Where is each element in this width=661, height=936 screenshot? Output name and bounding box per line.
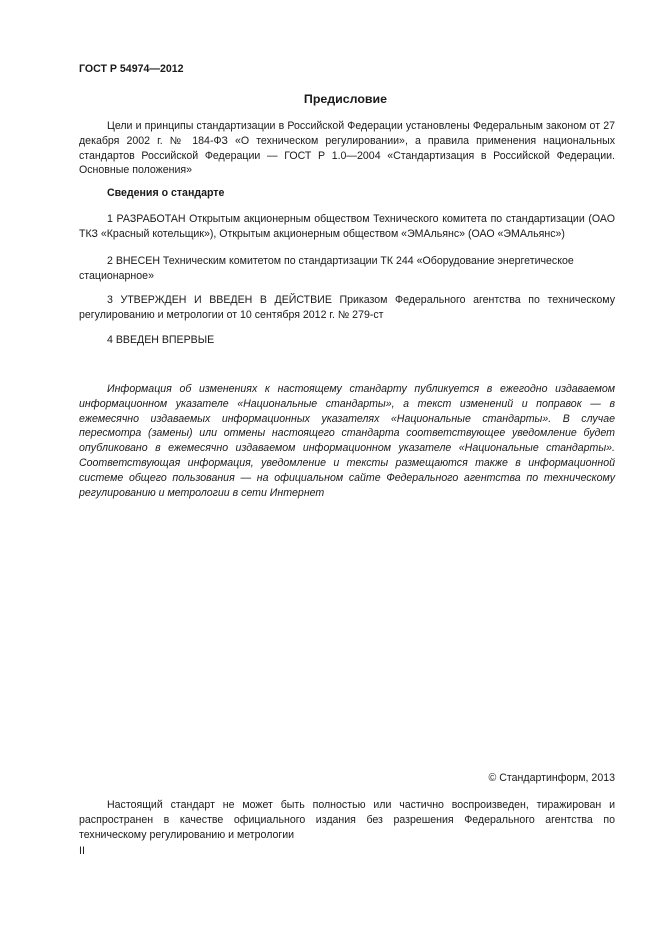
notice-block	[79, 382, 615, 500]
item-2-block	[79, 254, 615, 284]
info-heading-block	[79, 186, 615, 201]
reproduction-notice-block	[79, 798, 615, 842]
item-3-block	[79, 293, 615, 323]
change-notice-paragraph: Информация об изменениях к настоящему стандарту публикуется в ежегодно издаваемом информационном указателе «Национальные стандарты», а текст изменений и поправок — в ежемесячно издаваемых информационных указателях «Национальные стандарты». В случае пересмотра (замены) или отмены настоящего стандарта соответствующее уведомление будет опубликовано в ежемесячно издаваемом информационном указателе «Национальные стандарты». Соответствующая информация, уведомление и тексты размещаются также в информационной системе общего пользования — на официальном сайте Федерального агентства по техническому регулированию и метрологии в сети Интернет	[79, 383, 615, 499]
info-item: 1 РАЗРАБОТАН Открытым акционерным обществом Технического комитета по стандартизации (ОАО ТКЗ «Красный котельщик»), Открытым акционерным обществом «ЭМАльянс» (ОАО «ЭМАльянс»)	[79, 213, 615, 240]
item-4-block	[79, 333, 615, 348]
info-item: 2 ВНЕСЕН Техническим комитетом по стандартизации ТК 244 «Оборудование энергетическое стационарное»	[79, 255, 574, 282]
page-number: II	[79, 845, 85, 857]
info-heading: Сведения о стандарте	[107, 187, 225, 199]
intro-block	[79, 119, 615, 178]
copyright-line: © Стандартинформ, 2013	[488, 772, 615, 784]
intro-paragraph: Цели и принципы стандартизации в Российской Федерации установлены Федеральным законом от 27 декабря 2002 г. № 184-ФЗ «О техническом регулировании», а правила применения национальных стандартов Российской Федерации — ГОСТ Р 1.0—2004 «Стандартизация в Российской Федерации. Основные положения»	[79, 120, 615, 177]
item-1-block	[79, 212, 615, 242]
info-item: 4 ВВЕДЕН ВПЕРВЫЕ	[107, 334, 215, 346]
standard-number-header: ГОСТ Р 54974—2012	[79, 63, 184, 75]
page-title: Предисловие	[303, 92, 388, 106]
reproduction-notice: Настоящий стандарт не может быть полностью или частично воспроизведен, тиражирован и распространен в качестве официального издания без разрешения Федерального агентства по техническому регулированию и метрологии	[79, 799, 615, 841]
info-item: 3 УТВЕРЖДЕН И ВВЕДЕН В ДЕЙСТВИЕ Приказом Федерального агентства по техническому регулированию и метрологии от 10 сентября 2012 г. № 279-ст	[79, 294, 615, 321]
